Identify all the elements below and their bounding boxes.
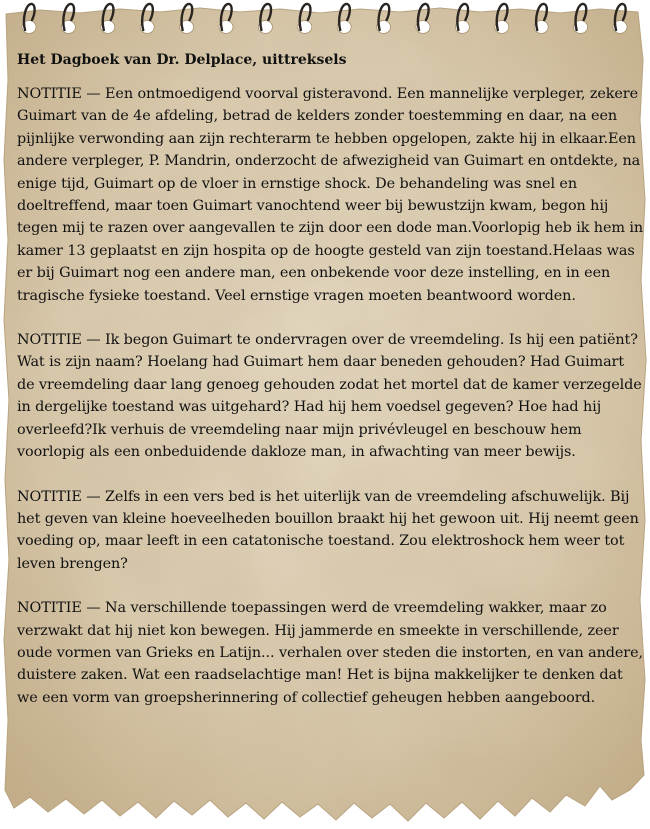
- notebook-text: [17, 49, 645, 731]
- journal-entry-4: NOTITIE — Na verschillende toepassingen werd de vreemdeling wakker, maar zo verzwakt dat hij niet kon bewegen. Hij jammerde en smeekte in verschillende, zeer oude vormen van Grieks en Latijn... verhalen over steden die instorten, en van andere, duistere zaken. Wat een raadselachtige man! Het is bijna makkelijker te denken dat we een vorm van groepsherinnering of collectief geheugen hebben aangeboord.: [17, 600, 643, 706]
- journal-entry-1: NOTITIE — Een ontmoedigend voorval gisteravond. Een mannelijke verpleger, zekere Guimart van de 4e afdeling, betrad de kelders zonder toestemming en daar, na een pijnlijke verwonding aan zijn rechterarm te hebben opgelopen, zakte hij in elkaar.Een andere verpleger, P. Mandrin, onderzocht de afwezigheid van Guimart en ontdekte, na enige tijd, Guimart op de vloer in ernstige shock. De behandeling was snel en doeltreffend, maar toen Guimart vanochtend weer bij bewustzijn kwam, begon hij tegen mij te razen over aangevallen te zijn door een dode man.Voorlopig heb ik hem in kamer 13 geplaatst en zijn hospita op de hoogte gesteld van zijn toestand.Helaas was er bij Guimart nog een andere man, een onbekende voor deze instelling, en in een tragische fysieke toestand. Veel ernstige vragen moeten beantwoord worden.: [17, 86, 644, 304]
- journal-entry-3: NOTITIE — Zelfs in een vers bed is het uiterlijk van de vreemdeling afschuwelijk. Bij het geven van kleine hoeveelheden bouillon braakt hij het gewoon uit. Hij neemt geen voeding op, maar leeft in een catatonische toestand. Zou elektroshock hem weer tot leven brengen?: [17, 488, 639, 572]
- notebook-title: Het Dagboek van Dr. Delplace, uittreksels: [17, 52, 347, 68]
- journal-entry-2: NOTITIE — Ik begon Guimart te ondervragen over de vreemdeling. Is hij een patiënt? Wat is zijn naam? Hoelang had Guimart hem daar beneden gehouden? Had Guimart de vreemdeling daar lang genoeg gehouden zodat het mortel dat de kamer verzegelde in dergelijke toestand was uitgehard? Had hij hem voedsel gegeven? Hoe had hij overleefd?Ik verhuis de vreemdeling naar mijn privévleugel en beschouw hem voorlopig als een onbeduidende dakloze man, in afwachting van meer bewijs.: [17, 332, 642, 461]
